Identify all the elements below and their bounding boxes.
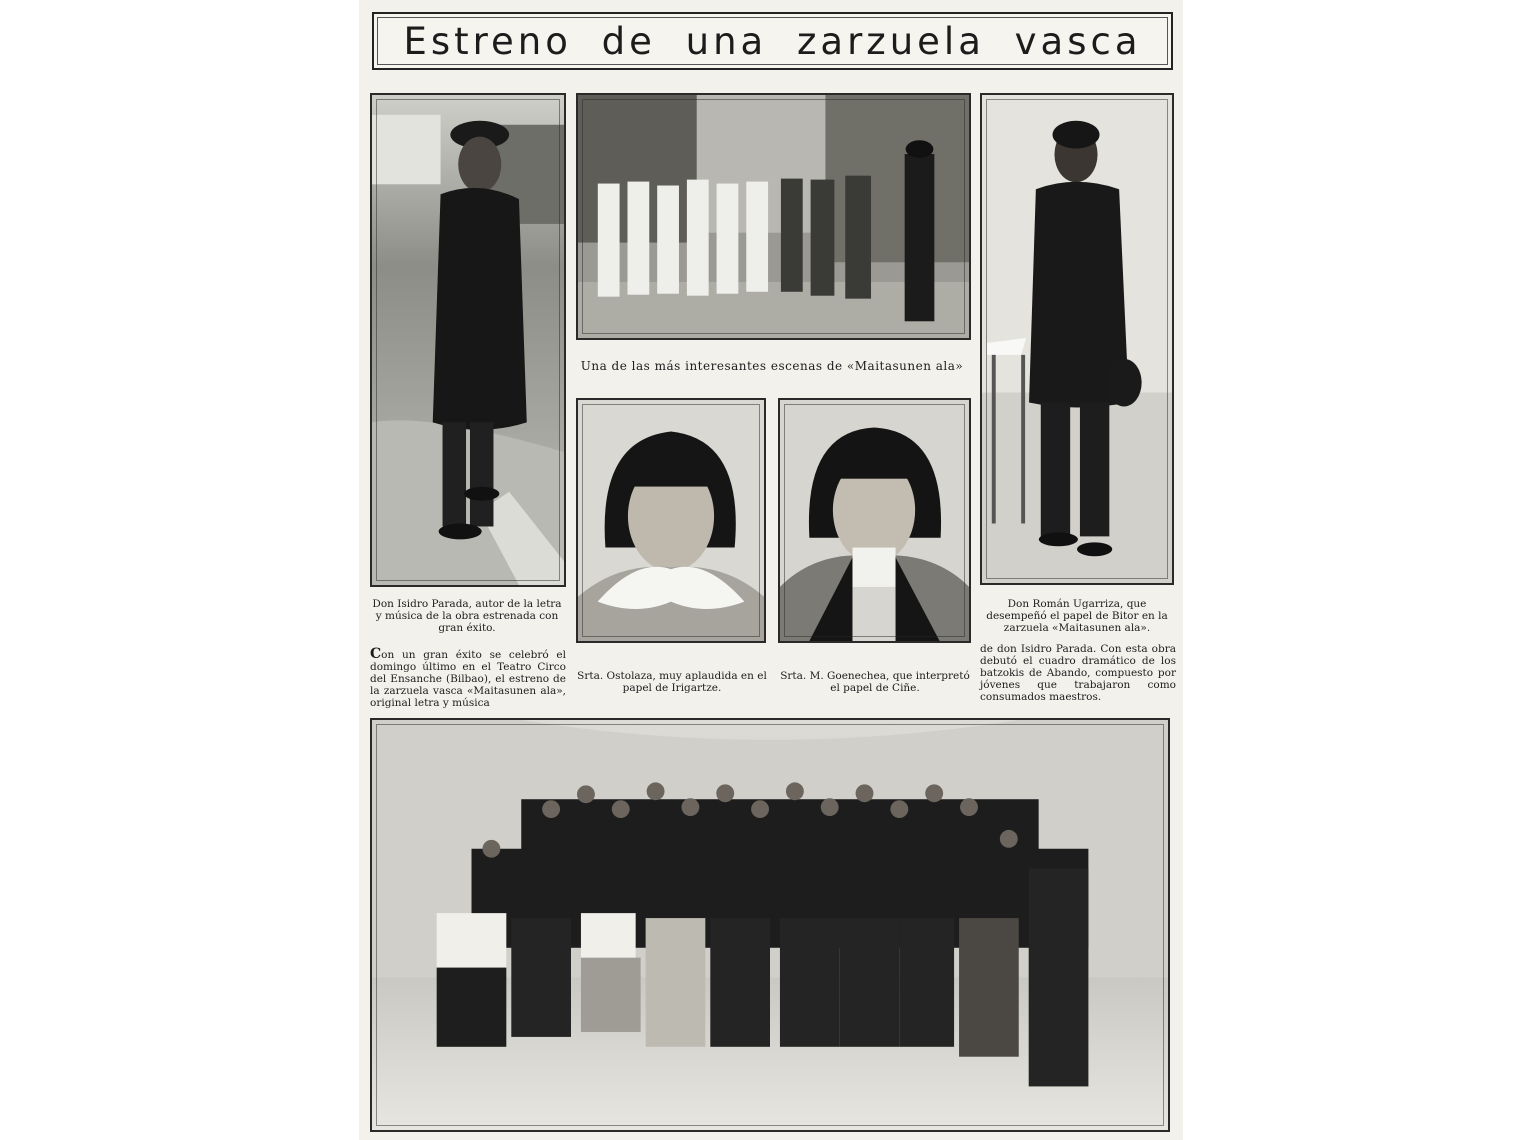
photo-srta-ostolaza [576, 398, 766, 643]
caption-isidro-parada: Don Isidro Parada, autor de la letra y música de la obra estrenada con gran éxito. [372, 598, 562, 634]
drop-cap: C [370, 646, 382, 662]
article-column-1 [370, 648, 566, 709]
title-box [372, 12, 1173, 70]
photo-stage-scene [576, 93, 971, 340]
photo-srta-goenechea [778, 398, 971, 643]
article-column-2: de don Isidro Parada. Con esta obra debutó el cuadro dramático de los batzokis de Abando, compuesto por jóvenes que trabajaron como consumados maestros. [980, 643, 1176, 703]
page-title: Estreno de una zarzuela vasca [403, 19, 1142, 63]
photo-company-group [370, 718, 1170, 1132]
caption-stage-scene: Una de las más interesantes escenas de «Maitasunen ala» [580, 359, 964, 373]
photo-isidro-parada [370, 93, 566, 587]
photo-roman-ugarriza [980, 93, 1174, 585]
caption-ostolaza: Srta. Ostolaza, muy aplaudida en el papel de Irigartze. [577, 670, 767, 694]
caption-roman-ugarriza: Don Román Ugarriza, que desempeñó el papel de Bitor en la zarzuela «Maitasunen ala». [986, 598, 1168, 634]
caption-goenechea: Srta. M. Goenechea, que interpretó el papel de Ciñe. [780, 670, 970, 694]
article-text-1: on un gran éxito se celebró el domingo último en el Teatro Circo del Ensanche (Bilbao), el estreno de la zarzuela vasca «Maitasunen ala», original letra y música [370, 649, 566, 709]
